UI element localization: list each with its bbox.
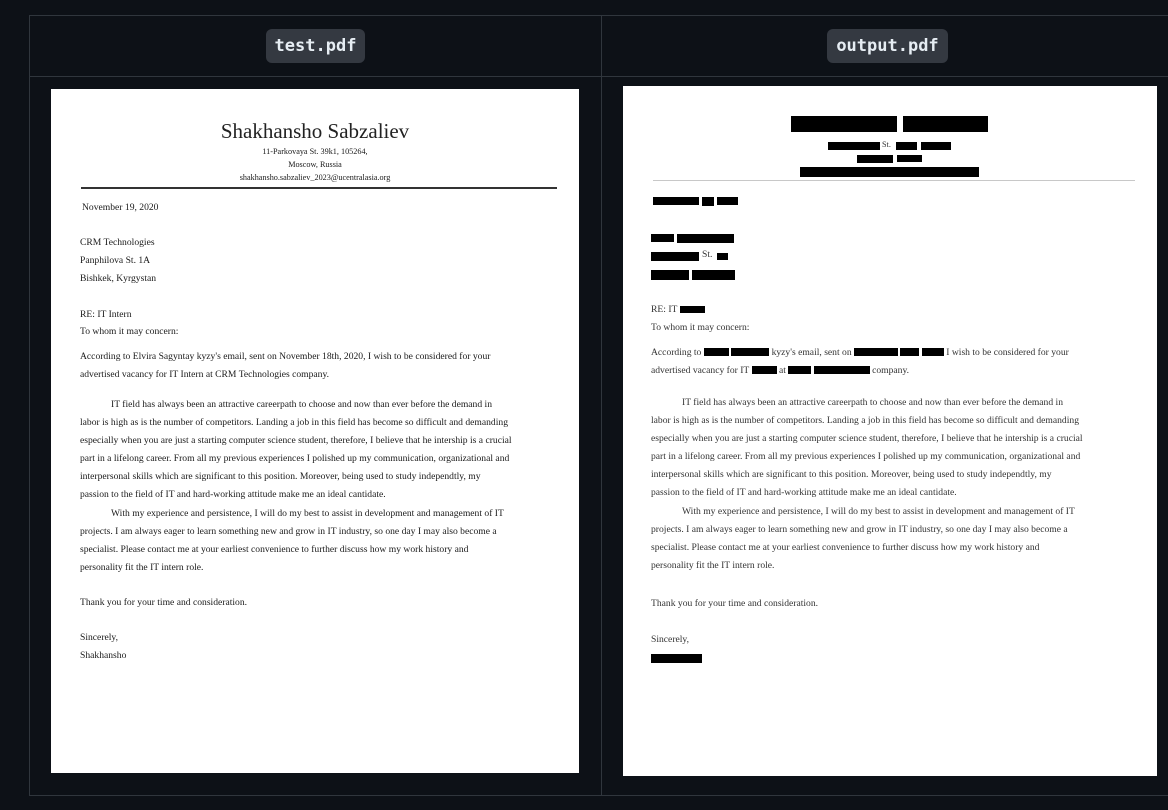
recipient-line: Panphilova St. 1A [80,255,151,266]
body-paragraph-2 [651,503,1075,575]
redaction-box [704,348,729,356]
redaction-box [896,142,917,150]
pdf-page-original [51,89,579,773]
redaction-box [752,366,777,374]
body-paragraph-1 [80,396,512,505]
redaction-box [897,155,922,162]
redaction-box [677,234,734,243]
redaction-box [731,348,769,356]
redaction-box [788,366,811,374]
text-run: advertised vacancy for IT [651,365,750,377]
header-divider [30,76,1168,77]
redaction-box [717,253,728,260]
text-line: With my experience and persistence, I will do my best to assist in development and management of IT [682,506,1075,517]
recipient-line: CRM Technologies [80,237,155,248]
text-line: projects. I am always eager to learn something new and grow in IT industry, so one day I may also become a [80,526,497,538]
header-cell-original [30,16,601,76]
text-run: at [778,365,786,377]
redaction-box [854,348,898,356]
text-run: According to [651,347,702,358]
redaction-box [702,197,714,206]
body-paragraph-1 [651,394,1083,503]
text-line [651,362,1069,380]
text-run: kyzy's email, sent on [771,347,852,358]
text-line: part in a lifelong career. From all my previous experiences I polished up my communication, organizational and [80,453,510,465]
text-line: especially when you are just a starting computer science student, therefore, I believe that he intership is a crucial [80,435,512,447]
text-run: I wish to be considered for your [946,347,1069,358]
column-divider [601,16,602,795]
recipient-line: Bishkek, Kyrgystan [80,273,157,284]
redaction-box [900,348,919,356]
text-line: labor is high as is the number of competitors. Landing a job in this field has become so difficult and demanding [651,415,1079,427]
text-line: interpersonal skills which are significant to this position. Moreover, being used to study independtly, my [651,469,1052,481]
text-run: company. [872,365,910,377]
signature-redaction-box [651,654,702,663]
author-address-line2: Moscow, Russia [288,160,342,169]
salutation: To whom it may concern: [80,326,179,337]
text-line: personality fit the IT intern role. [80,562,204,574]
salutation: To whom it may concern: [651,322,750,333]
text-line: passion to the field of IT and hard-working attitude make me an ideal cantidate. [651,487,957,499]
text-line: specialist. Please contact me at your earliest convenience to further discuss how my work history and [80,544,469,556]
text-line: advertised vacancy for IT Intern at CRM Technologies company. [80,369,330,381]
text-line: specialist. Please contact me at your earliest convenience to further discuss how my work history and [651,542,1040,554]
street-suffix-text: St. [702,249,713,260]
redaction-box [651,234,674,242]
text-line: labor is high as is the number of competitors. Landing a job in this field has become so difficult and demanding [80,417,508,429]
redaction-box [680,306,705,313]
thanks-line: Thank you for your time and consideration. [80,597,248,608]
redaction-box [903,116,988,132]
letter-author-name: Shakhansho Sabzaliev [220,119,410,143]
re-prefix: RE: IT [651,304,678,315]
signature: Shakhansho [80,650,127,661]
redaction-box [814,366,870,374]
text-line: IT field has always been an attractive careerpath to choose and now than ever before the demand in [682,397,1064,408]
header-rule [81,187,557,189]
redaction-box [857,155,893,163]
intro-paragraph [651,344,1069,380]
redaction-box [791,116,897,132]
text-line: part in a lifelong career. From all my previous experiences I polished up my communication, organizational and [651,451,1081,463]
intro-paragraph [80,348,490,384]
re-line: RE: IT Intern [80,309,132,320]
text-line: passion to the field of IT and hard-working attitude make me an ideal cantidate. [80,489,386,501]
redaction-box [921,142,951,150]
re-line [651,304,705,315]
letter-date: November 19, 2020 [82,202,159,213]
header-rule [653,180,1135,181]
text-line: projects. I am always eager to learn something new and grow in IT industry, so one day I may also become a [651,524,1068,536]
author-address-line1: 11-Parkovaya St. 39k1, 105264, [262,147,368,156]
redaction-box [651,252,699,261]
redaction-box [692,270,735,280]
text-line [651,344,1069,362]
text-line: According to Elvira Sagyntay kyzy's email, sent on November 18th, 2020, I wish to be considered for your [80,351,491,362]
street-suffix-text: St. [882,140,891,149]
thanks-line: Thank you for your time and consideration. [651,598,819,609]
author-email: shakhansho.sabzaliev_2023@ucentralasia.org [239,173,391,182]
text-line: interpersonal skills which are significant to this position. Moreover, being used to study independtly, my [80,471,481,483]
redaction-box [653,197,699,205]
filename-badge-output: output.pdf [827,29,947,63]
redaction-box [651,270,689,280]
redaction-box [922,348,944,356]
closing: Sincerely, [651,634,690,645]
header-cell-output [602,16,1168,76]
pdf-page-output [623,86,1157,776]
text-line: IT field has always been an attractive careerpath to choose and now than ever before the demand in [111,399,493,410]
redaction-box [717,197,738,205]
closing: Sincerely, [80,632,119,643]
text-line: personality fit the IT intern role. [651,560,775,572]
redaction-box [800,167,979,177]
text-line: With my experience and persistence, I will do my best to assist in development and management of IT [111,508,504,519]
redaction-box [828,142,880,150]
body-paragraph-2 [80,505,504,577]
filename-badge-original: test.pdf [266,29,366,63]
text-line: especially when you are just a starting computer science student, therefore, I believe that he intership is a crucial [651,433,1083,445]
